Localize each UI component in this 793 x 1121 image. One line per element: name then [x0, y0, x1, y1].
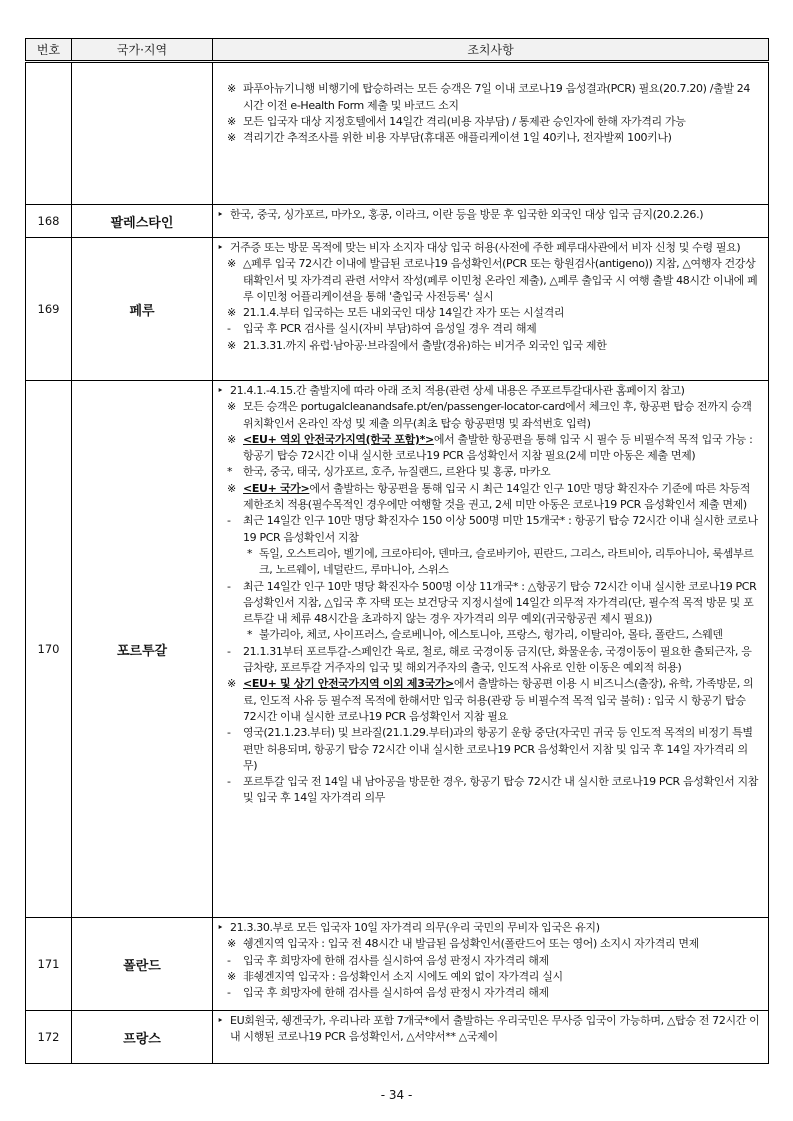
row-measures — [213, 1011, 769, 1064]
measure-line — [217, 321, 760, 337]
row-country: 폴란드 — [72, 918, 213, 1011]
measure-text: 에서 출발하는 항공편 이용 시 비즈니스(출장), 유학, 가족방문, 의료, 인도적 사유 등 필수적 목적에 한해서만 입국 허용(관광 등 비필수적 목적 입국 불허) : 입국 시 항공기 탑승 72시간 이내 실시한 코로나19 PCR 음성확인서 지참 필요 — [243, 677, 754, 723]
measure-text: 21.1.4.부터 입국하는 모든 내외국인 대상 14일간 자가 또는 시설격리 — [243, 306, 565, 320]
measure-line — [217, 207, 760, 223]
measure-line — [217, 969, 760, 985]
measure-line — [217, 985, 760, 1001]
measure-text: 쉥겐지역 입국자 : 입국 전 48시간 내 발급된 음성확인서(폴란드어 또는 영어) 소지시 자가격리 면제 — [243, 937, 699, 951]
measure-text: 한국, 중국, 싱가포르, 마카오, 홍콩, 이라크, 이란 등을 방문 후 입국한 외국인 대상 입국 금지(20.2.26.) — [230, 208, 704, 221]
measure-line — [217, 920, 760, 936]
row-number: 172 — [26, 1011, 72, 1064]
measure-line — [217, 81, 760, 114]
bullet-marker: ※ — [227, 82, 236, 96]
bullet-marker: ※ — [227, 677, 236, 691]
page-number: - 34 - — [380, 1088, 413, 1102]
row-country: 팔레스타인 — [72, 205, 213, 238]
measure-text: 한국, 중국, 태국, 싱가포르, 호주, 뉴질랜드, 르완다 및 홍콩, 마카오 — [243, 465, 551, 479]
measure-text: 입국 후 희망자에 한해 검사를 실시하여 음성 판정시 자가격리 해제 — [243, 953, 549, 967]
bullet-marker: - — [227, 514, 231, 528]
measure-line — [217, 383, 760, 399]
measure-text: 최근 14일간 인구 10만 명당 확진자수 150 이상 500명 미만 15개국* : 항공기 탑승 72시간 이내 실시한 코로나19 PCR 음성확인서 지참 — [243, 514, 758, 544]
measure-line — [217, 130, 760, 146]
row-number: 169 — [26, 238, 72, 381]
table-row — [26, 62, 769, 205]
bullet-marker: * — [227, 465, 233, 479]
bullet-marker: - — [227, 953, 231, 967]
bullet-marker: - — [227, 644, 231, 658]
header-row — [26, 39, 769, 62]
bullet-marker: - — [227, 986, 231, 1000]
row-measures — [213, 918, 769, 1011]
measure-line — [217, 481, 760, 514]
measure-text: 입국 후 PCR 검사를 실시(자비 부담)하여 음성일 경우 격리 해제 — [243, 322, 537, 336]
row-number — [26, 62, 72, 205]
table-row — [26, 381, 769, 918]
measure-text: 모든 승객은 portugalcleanandsafe.pt/en/passenger-locator-card에서 체크인 후, 항공편 탑승 전까지 승객위치확인서 온라인 작성 및 제출 의무(최초 탑승 항공편명 및 좌석번호 입력) — [243, 400, 752, 430]
bullet-marker: ※ — [227, 969, 236, 983]
table-row — [26, 238, 769, 381]
measure-line — [217, 644, 760, 677]
bullet-marker: ※ — [227, 338, 236, 352]
row-number: 170 — [26, 381, 72, 918]
measure-text: 21.3.30.부로 모든 입국자 10일 자가격리 의무(우리 국민의 무비자 입국은 유지) — [230, 921, 600, 934]
region-label: <EU+ 역외 안전국가지역(한국 포함)*> — [243, 432, 434, 446]
measure-text: EU회원국, 쉥겐국가, 우리나라 포함 7개국*에서 출발하는 우리국민은 무사증 입국이 가능하며, △탑승 전 72시간 이내 시행된 코로나19 PCR 음성확인서, △서약서** △국제이 — [230, 1014, 760, 1044]
measure-line — [217, 464, 760, 480]
measure-line — [217, 676, 760, 725]
measure-line — [217, 305, 760, 321]
bullet-marker: ※ — [227, 432, 236, 446]
row-country: 프랑스 — [72, 1011, 213, 1064]
measure-line — [217, 513, 760, 546]
row-measures — [213, 381, 769, 918]
measure-text: 불가리아, 체코, 사이프러스, 슬로베니아, 에스토니아, 프랑스, 헝가리, 이탈리아, 몰타, 폴란드, 스웨덴 — [259, 628, 723, 642]
measure-text: 21.4.1.-4.15.간 출발지에 따라 아래 조치 적용(관련 상세 내용은 주포르투갈대사관 홈페이지 참고) — [230, 384, 685, 397]
measure-text: 최근 14일간 인구 10만 명당 확진자수 500명 이상 11개국* : △항공기 탑승 72시간 이내 실시한 코로나19 PCR 음성확인서 지참, △입국 후 자택 또는 보건당국 지정시설에 14일간 의무적 자가격리(단, 필수적 목적 방문 및 포르투갈 내 체류 48시간을 초과하지 않는 경우 자가격리 의무 예외(귀국항공권 제시 필요)) — [243, 579, 757, 626]
region-label: <EU+ 국가> — [243, 481, 310, 495]
bullet-marker: - — [227, 322, 231, 336]
bullet-marker: ※ — [227, 400, 236, 414]
table-row — [26, 205, 769, 238]
measure-text: 영국(21.1.23.부터) 및 브라질(21.1.29.부터)과의 항공기 운항 중단(자국민 귀국 등 인도적 목적의 비정기 특별편만 허용되며, 항공기 탑승 72시간 이내 실시한 코로나19 PCR 음성확인서 지참 및 입국 후 14일 자가격리 의무) — [243, 726, 753, 772]
measure-text: 非쉥겐지역 입국자 : 음성확인서 소지 시에도 예외 없이 자가격리 실시 — [243, 969, 563, 983]
measure-line — [217, 627, 760, 643]
measure-text: 포르투갈 입국 전 14일 내 남아공을 방문한 경우, 항공기 탑승 72시간 내 실시한 코로나19 PCR 음성확인서 지참 및 입국 후 14일 자가격리 의무 — [243, 775, 759, 805]
measure-text: 21.3.31.까지 유럽·남아공·브라질에서 출발(경유)하는 비거주 외국인 입국 제한 — [243, 338, 607, 352]
measures-table — [25, 38, 769, 1064]
measure-line — [217, 338, 760, 354]
bullet-marker: ‣ — [217, 208, 224, 221]
measure-text: 입국 후 희망자에 한해 검사를 실시하여 음성 판정시 자가격리 해제 — [243, 986, 549, 1000]
measure-text: 모든 입국자 대상 지정호텔에서 14일간 격리(비용 자부담) / 통제관 승인자에 한해 자가격리 가능 — [243, 114, 686, 128]
bullet-marker: ※ — [227, 257, 236, 271]
bullet-marker: * — [247, 628, 253, 642]
measure-line — [217, 65, 760, 81]
measure-text: 거주증 또는 방문 목적에 맞는 비자 소지자 대상 입국 허용(사전에 주한 페루대사관에서 비자 신청 및 수령 필요) — [230, 241, 741, 254]
measure-line — [217, 953, 760, 969]
measure-line — [217, 725, 760, 774]
bullet-marker: ※ — [227, 481, 236, 495]
measure-text: 파푸아뉴기니행 비행기에 탑승하려는 모든 승객은 7일 이내 코로나19 음성결과(PCR) 필요(20.7.20) /출발 24시간 이전 e-Health Form 제출 및 바코드 소지 — [243, 82, 751, 112]
region-label: <EU+ 및 상기 안전국가지역 이외 제3국가> — [243, 677, 454, 691]
row-measures — [213, 238, 769, 381]
table-row — [26, 1011, 769, 1064]
header-no: 번호 — [26, 39, 72, 62]
measure-text: 에서 출발한 항공편을 통해 입국 시 필수 등 비필수적 목적 입국 가능 : 항공기 탑승 72시간 이내 실시한 코로나19 PCR 음성확인서 지참 필요(2세 미만 아동은 제출 면제) — [243, 432, 753, 463]
row-country: 페루 — [72, 238, 213, 381]
row-country — [72, 62, 213, 205]
bullet-marker: ※ — [227, 937, 236, 951]
header-country: 국가·지역 — [72, 39, 213, 62]
header-measures: 조치사항 — [213, 39, 769, 62]
measure-text: 격리기간 추적조사를 위한 비용 자부담(휴대폰 애플리케이션 1일 40키나, 전자발찌 100키나) — [243, 131, 672, 145]
row-measures — [213, 205, 769, 238]
bullet-marker: - — [227, 579, 231, 593]
measure-line — [217, 1013, 760, 1046]
measure-line — [217, 546, 760, 579]
row-number: 171 — [26, 918, 72, 1011]
measure-text: △페루 입국 72시간 이내에 발급된 코로나19 음성확인서(PCR 또는 항원검사(antigeno)) 지참, △여행자 건강상태확인서 및 자가격리 관련 서약서 작성(페루 이민청 온라인 제출), △페루 출입국 시 여행 출발 48시간 이내에 페루 이민청 어플리케이션을 통해 '출입국 사전등록' 실시 — [243, 257, 758, 303]
measure-line — [217, 432, 760, 465]
row-number: 168 — [26, 205, 72, 238]
measure-line — [217, 399, 760, 432]
measure-text: 에서 출발하는 항공편을 통해 입국 시 최근 14일간 인구 10만 명당 확진자수 기준에 따른 차등적 제한조치 적용(필수목적인 경우에만 여행할 것을 권고, 2세 미만 아동은 코로나19 PCR 음성확인서 제출 면제) — [243, 481, 750, 512]
row-measures — [213, 62, 769, 205]
measure-line — [217, 240, 760, 256]
bullet-marker: - — [227, 726, 231, 740]
bullet-marker: ‣ — [217, 384, 224, 397]
bullet-marker: ‣ — [217, 241, 224, 254]
measure-line — [217, 936, 760, 952]
measure-line — [217, 774, 760, 807]
bullet-marker: ※ — [227, 114, 236, 128]
table-row — [26, 918, 769, 1011]
bullet-marker: * — [247, 546, 253, 560]
measure-text: 21.1.31부터 포르투갈-스페인간 육로, 철로, 해로 국경이동 금지(단, 화물운송, 국경이동이 필요한 출퇴근자, 응급차량, 포르투갈 거주자의 입국 및 해외거주자의 출국, 인도적 사유로 인한 이동은 예외적 허용) — [243, 644, 752, 675]
measure-text: 독일, 오스트리아, 벨기에, 크로아티아, 덴마크, 슬로바키아, 핀란드, 그리스, 라트비아, 리투아니아, 룩셈부르크, 노르웨이, 네덜란드, 루마니아, 스위스 — [259, 546, 754, 577]
bullet-marker: ‣ — [217, 1014, 224, 1027]
bullet-marker: ※ — [227, 131, 236, 145]
bullet-marker: ※ — [227, 306, 236, 320]
bullet-marker: ‣ — [217, 921, 224, 934]
measure-line — [217, 579, 760, 628]
measure-line — [217, 256, 760, 305]
measure-line — [217, 114, 760, 130]
row-country: 포르투갈 — [72, 381, 213, 918]
bullet-marker: - — [227, 775, 231, 789]
